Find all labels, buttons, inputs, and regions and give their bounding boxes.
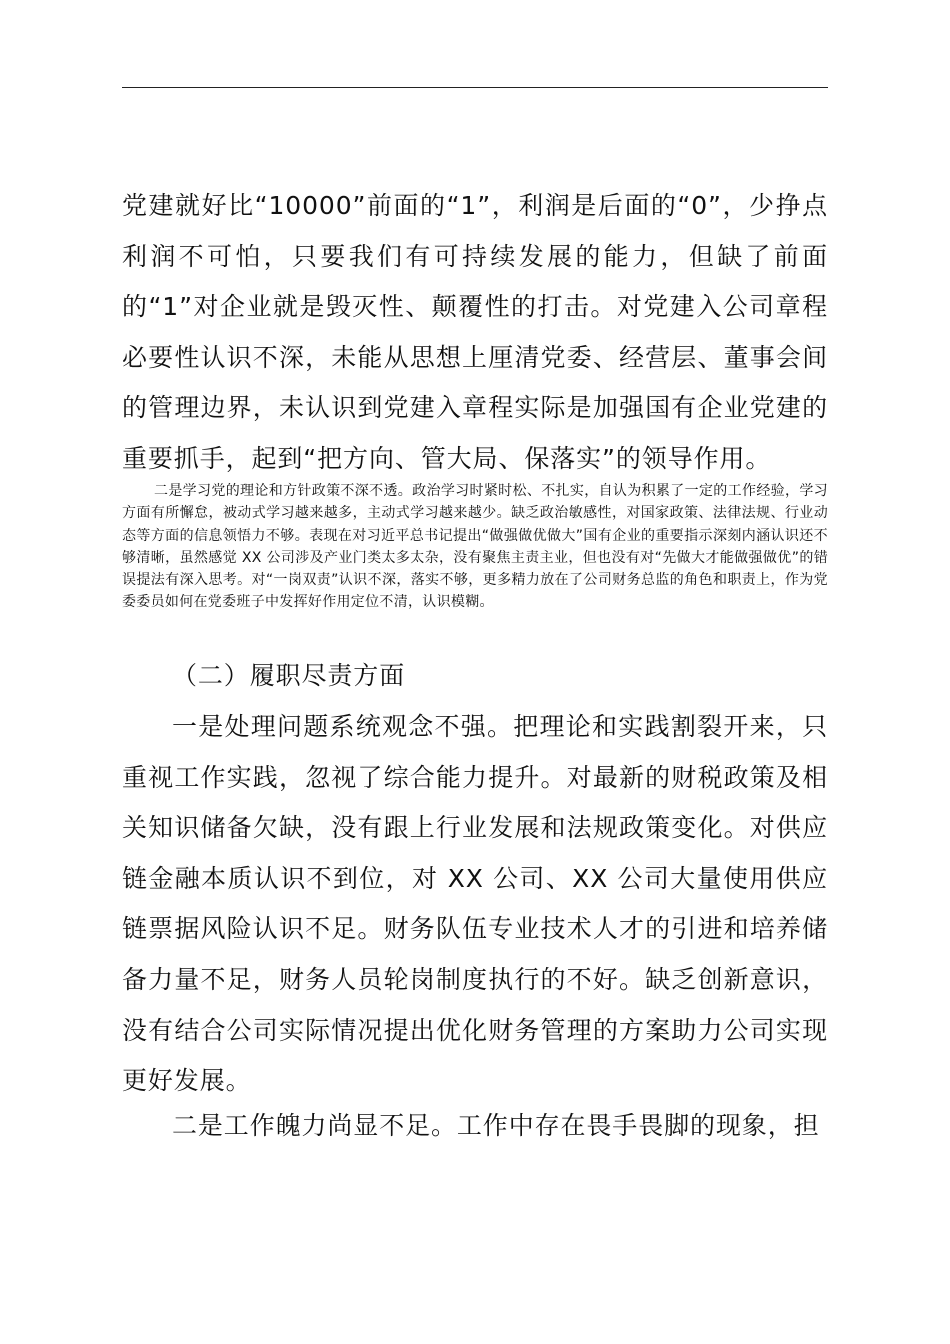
- body-paragraph-3: 一是处理问题系统观念不强。把理论和实践割裂开来，只重视工作实践，忽视了综合能力提升。对最新的财税政策及相关知识储备欠缺，没有跟上行业发展和法规政策变化。对供应链金融本质认识不到位，对 XX 公司、XX 公司大量使用供应链票据风险认识不足。财务队伍专业技术人才的引进和培养储备力量不足，财务人员轮岗制度执行的不好。缺乏创新意识，没有结合公司实际情况提出优化财务管理的方案助力公司实现更好发展。: [122, 712, 828, 1096]
- body-paragraph-4: 二是工作魄力尚显不足。工作中存在畏手畏脚的现象，担: [172, 1111, 820, 1140]
- section-heading-duties: （二）履职尽责方面: [172, 661, 406, 690]
- body-paragraph-2: 二是学习党的理论和方针政策不深不透。政治学习时紧时松、不扎实，自认为积累了一定的工作经验，学习方面有所懈怠，被动式学习越来越多，主动式学习越来越少。缺乏政治敏感性，对国家政策、法律法规、行业动态等方面的信息领悟力不够。表现在对习近平总书记提出“做强做优做大”国有企业的重要指示深刻内涵认识还不够清晰，虽然感觉 XX 公司涉及产业门类太多太杂，没有聚焦主责主业，但也没有对“先做大才能做强做优”的错误提法有深入思考。对“一岗双责”认识不深，落实不够，更多精力放在了公司财务总监的角色和职责上，作为党委委员如何在党委班子中发挥好作用定位不清，认识模糊。: [122, 483, 828, 611]
- body-paragraph-1: 党建就好比“10000”前面的“1”，利润是后面的“0”，少挣点利润不可怕，只要我们有可持续发展的能力，但缺了前面的“1”对企业就是毁灭性、颠覆性的打击。对党建入公司章程必要性认识不深，未能从思想上厘清党委、经营层、董事会间的管理边界，未认识到党建入章程实际是加强国有企业党建的重要抓手，起到“把方向、管大局、保落实”的领导作用。: [122, 191, 828, 473]
- header-rule: [122, 87, 828, 88]
